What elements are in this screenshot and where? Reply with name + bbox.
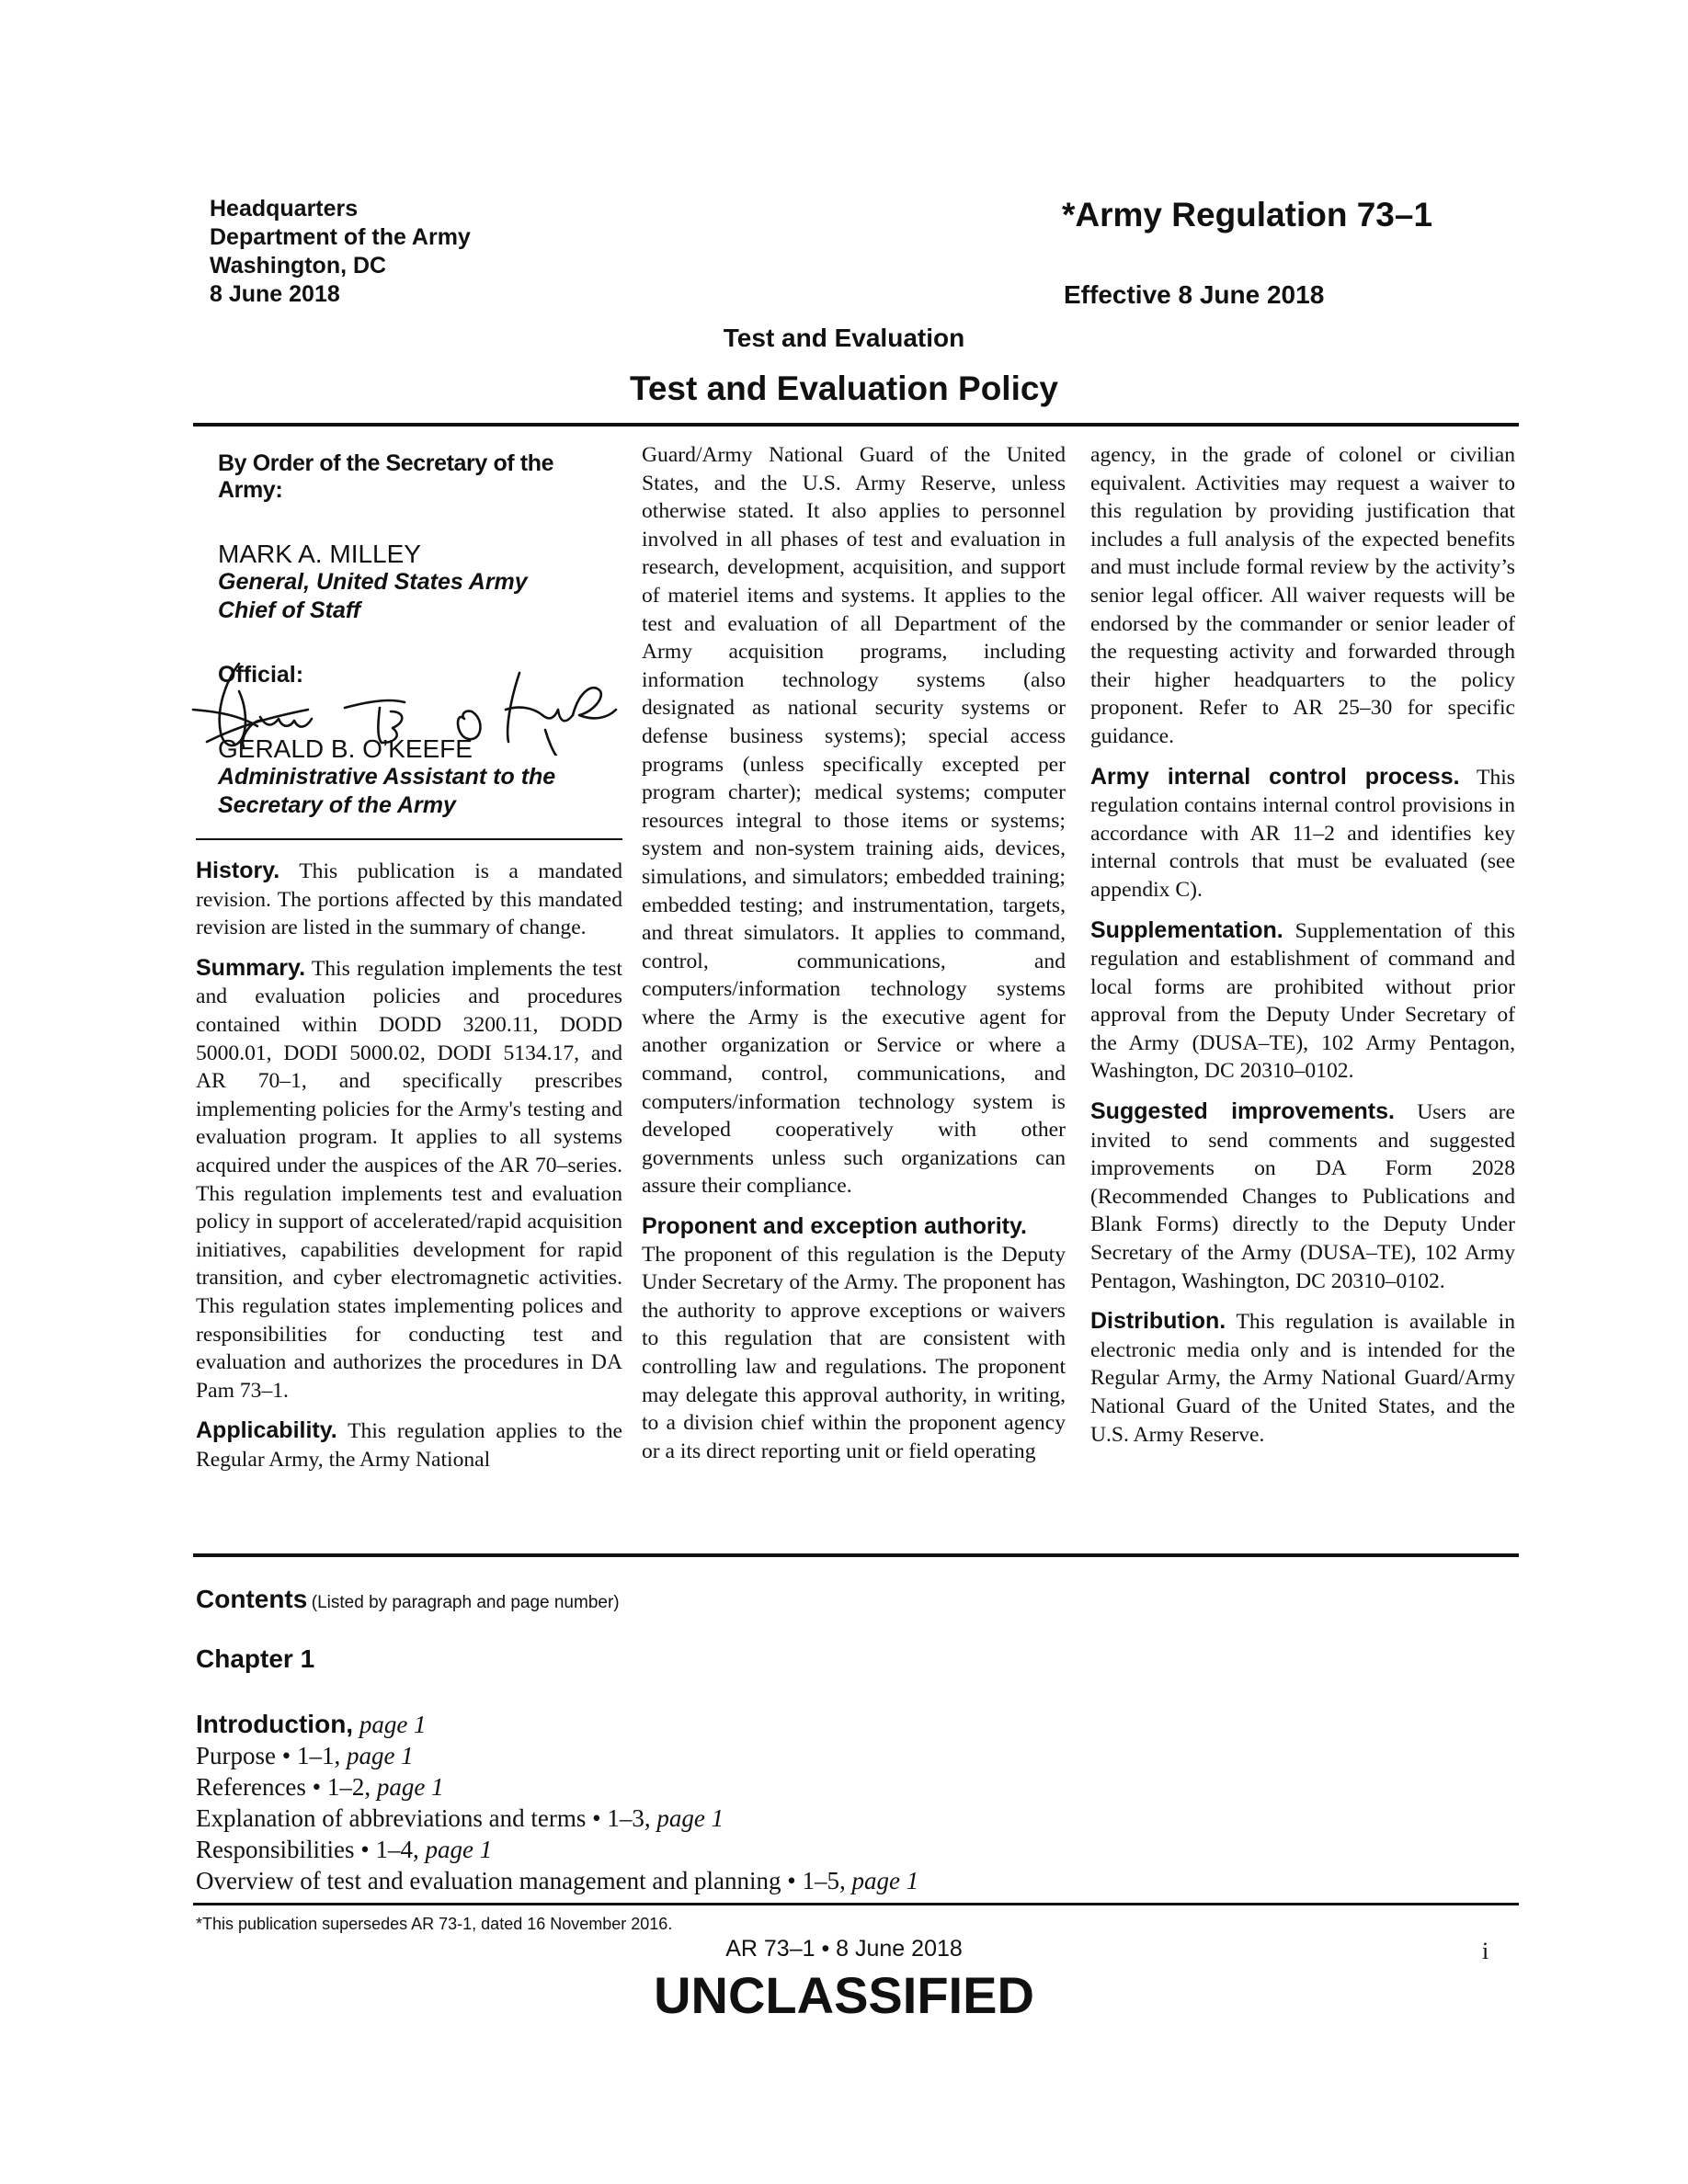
- regulation-number: *Army Regulation 73–1: [1062, 196, 1433, 233]
- document-title: Test and Evaluation Policy: [629, 370, 1059, 407]
- applicability-section: [196, 1416, 622, 1473]
- supplementation-heading: Supplementation.: [1090, 916, 1283, 943]
- toc-entry-text: References • 1–2,: [196, 1773, 377, 1801]
- toc-chapter-title[interactable]: [196, 1709, 918, 1740]
- distribution-heading: Distribution.: [1090, 1308, 1226, 1335]
- summary-heading: Summary.: [196, 954, 306, 981]
- applicability-heading: Applicability.: [196, 1417, 337, 1444]
- distribution-section: [1090, 1307, 1515, 1449]
- suggested-improvements-heading: Suggested improvements.: [1090, 1098, 1395, 1125]
- suggested-improvements-text: Users are invited to send comments and suggested improvements on DA Form 2028 (Recommended Changes to Publications and Blank Forms) directly to the Deputy Under Secretary of the Army (DUSA–TE), 102 Army Pentagon, Washington, DC 20310–0102.: [1090, 1100, 1515, 1293]
- applicability-text: This regulation applies to the Regular Army, the Army National: [196, 1419, 622, 1472]
- issuing-authority: [210, 195, 471, 309]
- suggested-improvements-section: [1090, 1098, 1515, 1295]
- toc-entry[interactable]: [196, 1740, 918, 1771]
- toc-page: page 1: [851, 1867, 919, 1894]
- internal-control-heading: Army internal control process.: [1090, 763, 1460, 790]
- contents-divider: [193, 1553, 1519, 1557]
- proponent-text: The proponent of this regulation is the Deputy Under Secretary of the Army. The proponent has the authority to approve exceptions or waivers to this regulation that are consistent with controlling law and regulations. The proponent may delegate this approval authority, in writing, to a division chief within the proponent agency or a its direct reporting unit or field operating: [642, 1242, 1066, 1463]
- applicability-continued: Guard/Army National Guard of the United States, and the U.S. Army Reserve, unless otherwise stated. It also applies to personnel involved in all phases of test and evaluation in research, development, acquisition, and support of materiel items and systems. It applies to the test and evaluation of all Department of the Army acquisition programs, including information technology systems (also designated as national security systems or defense business systems); special access programs (unless specifically excepted per program charter); medical systems; computer resources integral to those items or systems; system and non-system training aids, devices, simulations, and simulators; embedded training; embedded testing; and instrumentation, targets, and threat simulators. It applies to command, control, communications, and computers/information technology systems where the Army is the executive agent for another organization or Service or where a command, control, communications, and computers/information technology system is developed cooperatively with other governments unless such organizations can assure their compliance.: [642, 443, 1066, 1199]
- by-order-line: By Order of the Secretary of the Army:: [218, 450, 554, 503]
- admin-title-line: Secretary of the Army: [218, 792, 456, 818]
- toc-page: page 1: [656, 1804, 724, 1832]
- toc-page: page 1: [359, 1711, 427, 1738]
- toc-entry[interactable]: [196, 1803, 918, 1834]
- distribution-text: This regulation is available in electronic media only and is intended for the Regular Army, the Army National Guard/Army National Guard of the United States, and the U.S. Army Reserve.: [1090, 1310, 1515, 1447]
- chief-name: MARK A. MILLEY: [218, 540, 421, 568]
- top-divider: [193, 423, 1519, 427]
- running-footer: AR 73–1 • 8 June 2018: [725, 1936, 963, 1962]
- history-text: This publication is a mandated revision. The portions affected by this mandated revision are listed in the summary of change.: [196, 859, 622, 940]
- toc-entry[interactable]: [196, 1834, 918, 1865]
- signature-divider: [196, 838, 622, 840]
- chief-rank: General, United States Army: [218, 569, 528, 595]
- contents-heading-row: [196, 1585, 620, 1614]
- internal-control-text: This regulation contains internal control provisions in accordance with AR 11–2 and identifies key internal controls that must be evaluated (see appendix C).: [1090, 765, 1515, 902]
- toc-entry-text: Purpose • 1–1,: [196, 1742, 347, 1769]
- supersedes-footnote: *This publication supersedes AR 73-1, dated 16 November 2016.: [196, 1915, 673, 1933]
- toc-entry-text: Overview of test and evaluation management and planning • 1–5,: [196, 1867, 852, 1894]
- table-of-contents: [196, 1709, 918, 1896]
- toc-entry[interactable]: [196, 1771, 918, 1803]
- effective-date: Effective 8 June 2018: [1064, 280, 1325, 309]
- column-left: [196, 857, 622, 1485]
- toc-entry-text: Responsibilities • 1–4,: [196, 1836, 426, 1863]
- summary-text: This regulation implements the test and evaluation policies and procedures contained within DODD 3200.11, DODD 5000.01, DODI 5000.02, DODI 5134.17, and AR 70–1, and specifically prescribes implementing policies for the Army's testing and evaluation program. It applies to all systems acquired under the auspices of the AR 70–series. This regulation implements test and evaluation policy in support of accelerated/rapid acquisition initiatives, capabilities development for rapid transition, and cyber electromagnetic activities. This regulation states implementing polices and responsibilities for conducting test and evaluation and authorizes the procedures in DA Pam 73–1.: [196, 956, 622, 1403]
- proponent-section: [642, 1212, 1066, 1465]
- admin-title: [218, 763, 555, 820]
- chapter-heading: Chapter 1: [196, 1644, 315, 1673]
- page-number: i: [1482, 1938, 1489, 1964]
- hq-line: Washington, DC: [210, 253, 387, 279]
- contents-heading: Contents: [196, 1585, 308, 1613]
- hq-line: Headquarters: [210, 196, 359, 222]
- contents-note: (Listed by paragraph and page number): [311, 1593, 620, 1612]
- toc-entry[interactable]: [196, 1865, 918, 1896]
- footer-divider: [193, 1903, 1519, 1905]
- summary-section: [196, 954, 622, 1405]
- supplementation-text: Supplementation of this regulation and establishment of command and local forms are prohibited without prior approval from the Deputy Under Secretary of the Army (DUSA–TE), 102 Army Pentagon, Washington, DC 20310–0102.: [1090, 918, 1515, 1084]
- admin-title-line: Administrative Assistant to the: [218, 764, 556, 790]
- signature-block: [218, 450, 622, 688]
- toc-page: page 1: [376, 1773, 444, 1801]
- classification-marking: UNCLASSIFIED: [654, 1966, 1034, 2024]
- proponent-heading: Proponent and exception authority.: [642, 1213, 1028, 1240]
- toc-entry-text: Explanation of abbreviations and terms • 1–3,: [196, 1804, 657, 1832]
- publication-date: 8 June 2018: [210, 281, 340, 307]
- history-section: [196, 857, 622, 942]
- proponent-continued: agency, in the grade of colonel or civilian equivalent. Activities may request a waiver to this regulation by providing justification that includes a full analysis of the expected benefits and must include formal review by the activity’s senior legal officer. All waiver requests will be endorsed by the commander or senior leader of the requesting activity and forwarded through their higher headquarters to the policy proponent. Refer to AR 25–30 for specific guidance.: [1090, 443, 1515, 748]
- history-heading: History.: [196, 858, 280, 883]
- internal-control-section: [1090, 763, 1515, 904]
- supplementation-section: [1090, 916, 1515, 1086]
- column-right: [1090, 441, 1515, 1461]
- toc-page: page 1: [425, 1836, 493, 1863]
- toc-page: page 1: [346, 1742, 414, 1769]
- chapter-title: Introduction,: [196, 1710, 354, 1738]
- chief-title: Chief of Staff: [218, 597, 361, 623]
- official-label: Official:: [218, 662, 304, 688]
- admin-name: GERALD B. O’KEEFE: [218, 734, 473, 763]
- column-middle: [642, 441, 1066, 1477]
- hq-line: Department of the Army: [210, 224, 471, 250]
- topic-heading: Test and Evaluation: [723, 324, 965, 352]
